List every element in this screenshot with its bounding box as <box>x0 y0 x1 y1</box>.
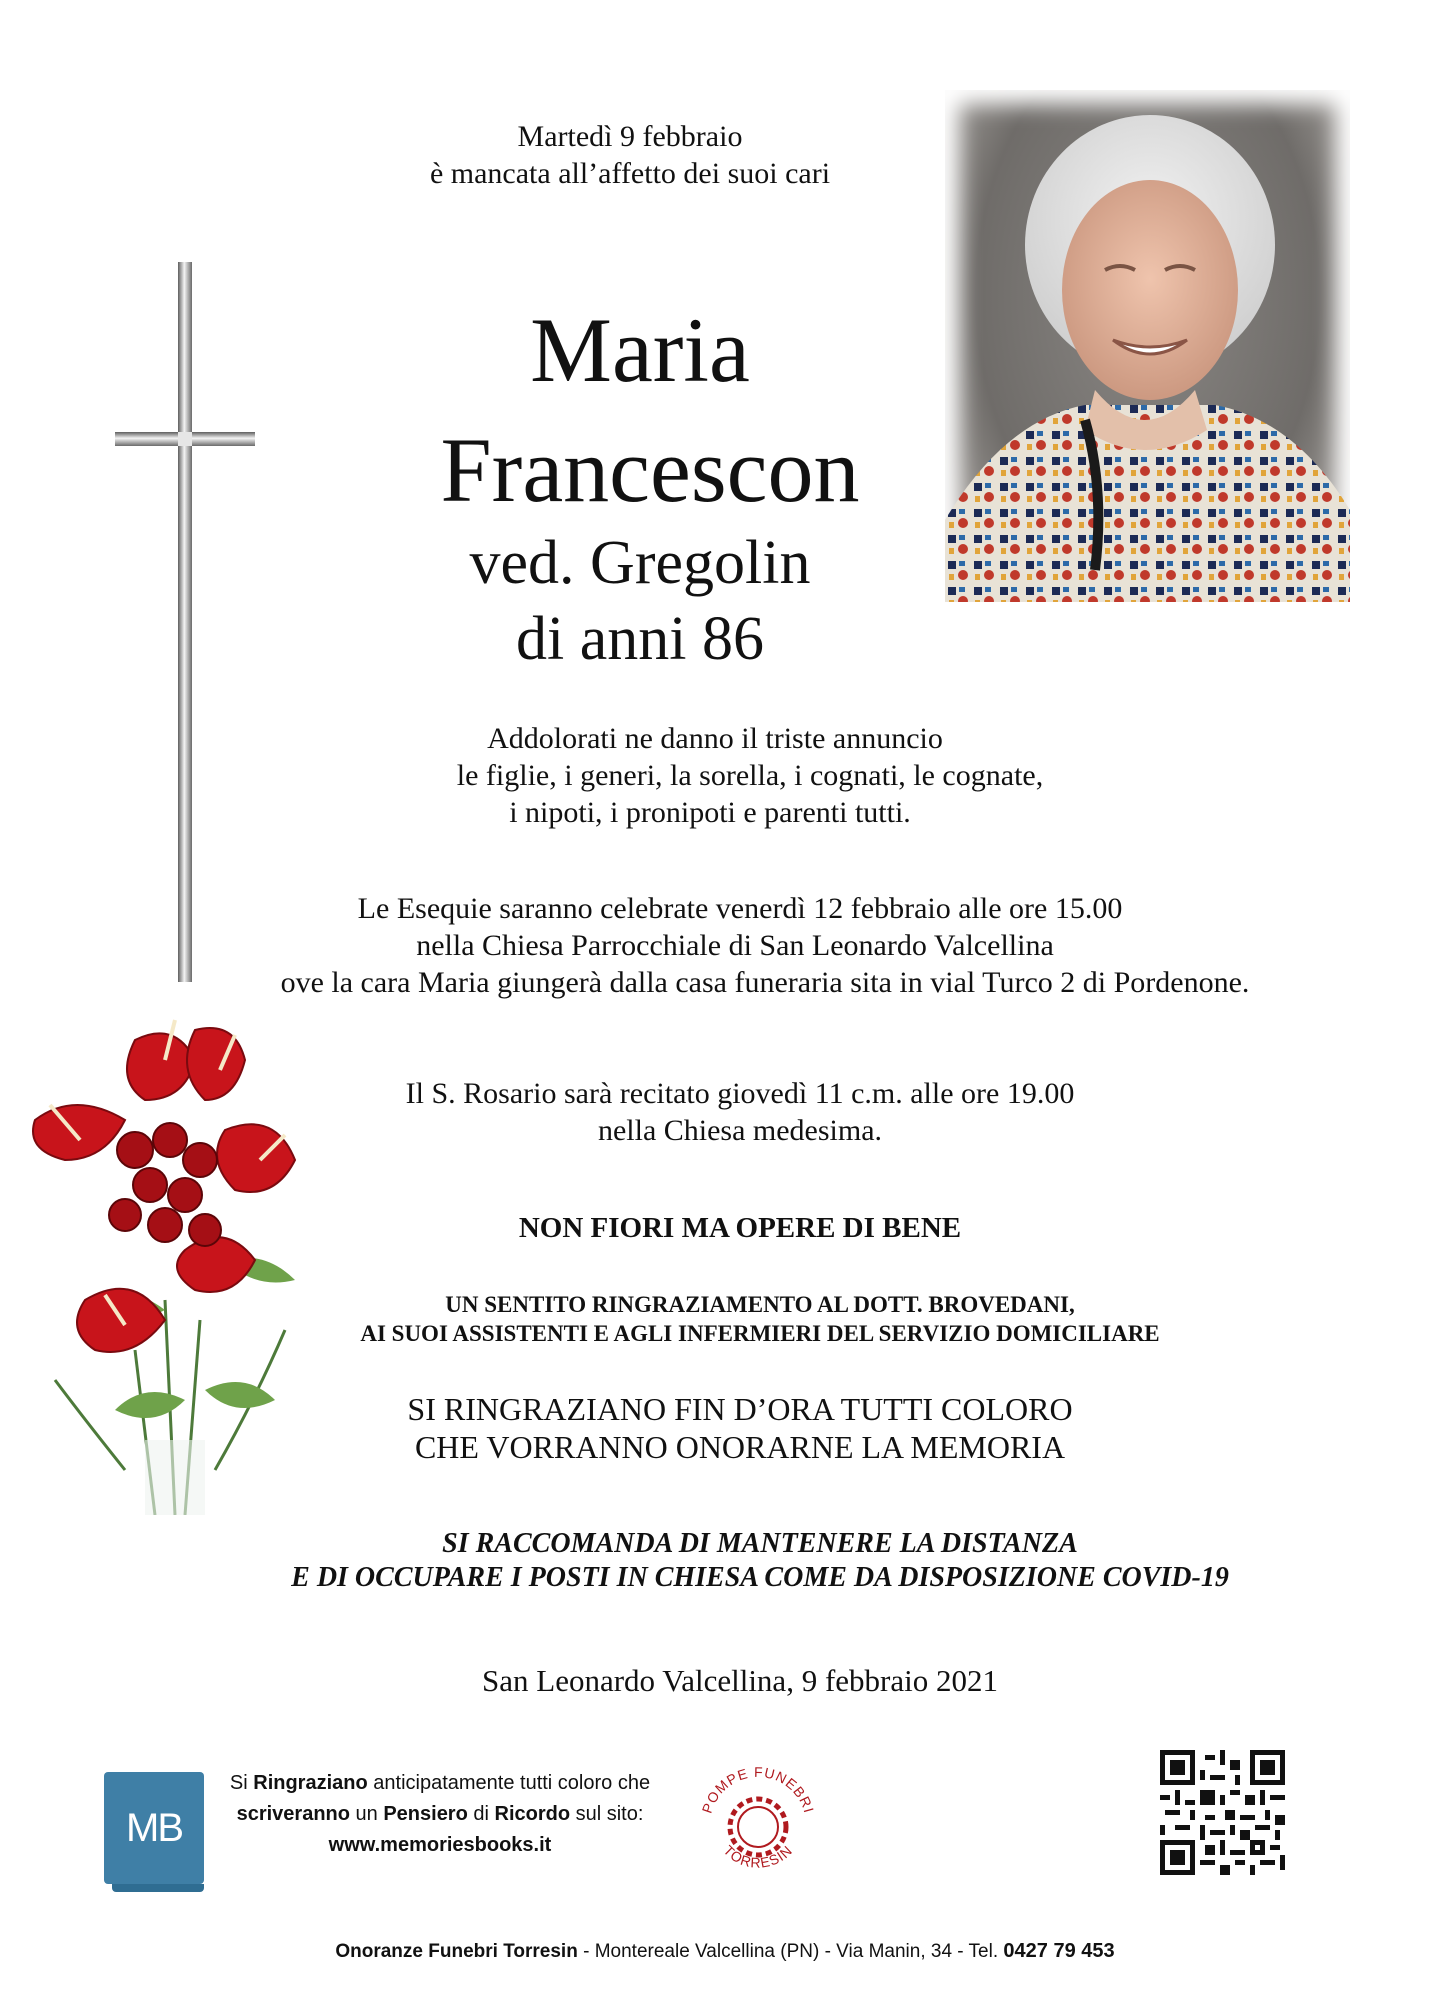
seal-top-text: POMPE FUNEBRI <box>698 1763 818 1816</box>
funeral-line: ove la cara Maria giungerà dalla casa funeraria sita in vial Turco 2 di Pordenone. <box>280 966 1250 999</box>
footer-contact <box>200 1940 1250 1963</box>
covid-line: E DI OCCUPARE I POSTI IN CHIESA COME DA DISPOSIZIONE COVID-19 <box>291 1562 1229 1593</box>
grieving-family-text <box>360 720 1140 831</box>
intro-text: è mancata all’affetto dei suoi cari <box>429 157 831 190</box>
memoriesbooks-logo <box>104 1772 204 1884</box>
footer-phone[interactable]: 0427 79 453 <box>1003 1940 1115 1962</box>
qr-code-icon[interactable] <box>1160 1750 1285 1875</box>
thanks-all <box>330 1390 1150 1466</box>
announcement-line: le figlie, i generi, la sorella, i cognati, le cognate, <box>456 759 1044 792</box>
funeral-details <box>180 890 1330 1001</box>
thanks-doctor-line: UN SENTITO RINGRAZIAMENTO AL DOTT. BROVEDANI, <box>445 1292 1075 1317</box>
announcement-intro <box>330 118 930 192</box>
thanks-doctor-line: AI SUOI ASSISTENTI E AGLI INFERMIERI DEL SERVIZIO DOMICILIARE <box>360 1321 1160 1346</box>
footer-company: Onoranze Funebri Torresin <box>335 1941 578 1962</box>
rosary-line: nella Chiesa medesima. <box>597 1114 883 1147</box>
announcement-line: i nipoti, i pronipoti e parenti tutti. <box>509 796 911 829</box>
widow-of: ved. Gregolin <box>469 529 811 597</box>
last-name: Francescon <box>440 419 860 521</box>
funeral-line: Le Esequie saranno celebrate venerdì 12 febbraio alle ore 15.00 <box>357 892 1123 925</box>
covid-line: SI RACCOMANDA DI MANTENERE LA DISTANZA <box>442 1528 1078 1559</box>
flower-bouquet-icon <box>25 1000 325 1515</box>
intro-date: Martedì 9 febbraio <box>517 120 743 153</box>
seal-bottom-text: TORRESIN <box>720 1841 796 1871</box>
memoriesbooks-link[interactable]: www.memoriesbooks.it <box>328 1834 552 1856</box>
covid-notice <box>230 1527 1290 1595</box>
thanks-all-line: CHE VORRANNO ONORARNE LA MEMORIA <box>414 1429 1066 1465</box>
mb-url-line <box>220 1830 660 1861</box>
torresin-seal-icon <box>688 1755 828 1895</box>
portrait-photo <box>945 90 1350 602</box>
thanks-doctor <box>260 1290 1260 1348</box>
portrait-illustration <box>945 90 1350 602</box>
book-base <box>112 1884 204 1892</box>
announcement-line: Addolorati ne danno il triste annuncio <box>487 722 943 755</box>
funeral-line: nella Chiesa Parrocchiale di San Leonardo Valcellina <box>416 929 1054 962</box>
mb-line-2: scriveranno un Pensiero di Ricordo sul sito: <box>236 1803 644 1825</box>
logo-text: MB <box>126 1806 182 1850</box>
no-flowers-notice: NON FIORI MA OPERE DI BENE <box>518 1212 962 1244</box>
footer-address: - Montereale Valcellina (PN) - Via Manin, 34 - Tel. <box>577 1941 1004 1962</box>
mb-line-1: Si Ringraziano anticipatamente tutti coloro che <box>229 1772 651 1794</box>
place-and-date: San Leonardo Valcellina, 9 febbraio 2021 <box>482 1663 998 1698</box>
thanks-all-line: SI RINGRAZIANO FIN D’ORA TUTTI COLORO <box>407 1391 1073 1427</box>
rosary-line: Il S. Rosario sarà recitato giovedì 11 c.m. alle ore 19.00 <box>405 1077 1075 1110</box>
memoriesbooks-text <box>220 1768 660 1861</box>
cross-icon <box>110 262 260 992</box>
rosary-details <box>330 1075 1150 1149</box>
age: di anni 86 <box>516 605 764 673</box>
first-name: Maria <box>530 299 750 401</box>
